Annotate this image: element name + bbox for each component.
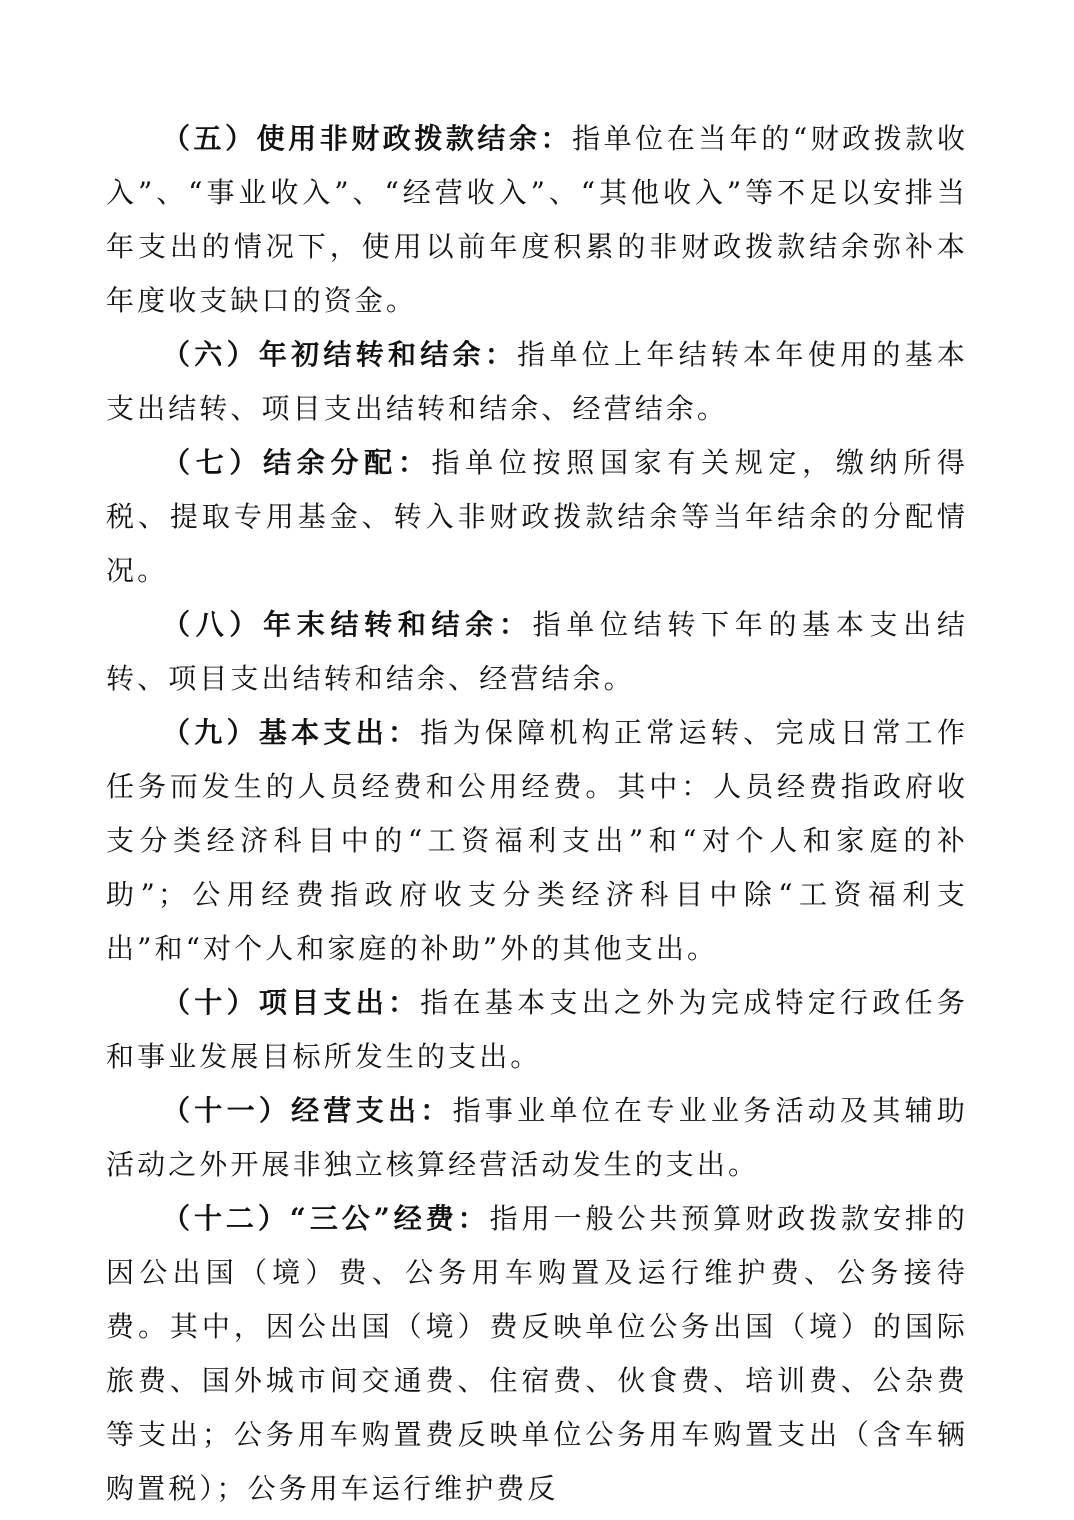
paragraph-item-8 [106, 598, 968, 706]
paragraph-item-9 [106, 706, 968, 976]
term-definition: 指为保障机构正常运转、完成日常工作任务而发生的人员经费和公用经费。其中：人员经费指政府收支分类经济科目中的“工资福利支出”和“对个人和家庭的补助”；公用经费指政府收支分类经济科目中除“工资福利支出”和“对个人和家庭的补助”外的其他支出。 [106, 716, 968, 965]
term-heading: （七）结余分配： [162, 446, 432, 479]
term-heading: （九）基本支出： [162, 716, 421, 749]
term-definition: 指事业单位在专业业务活动及其辅助活动之外开展非独立核算经营活动发生的支出。 [106, 1094, 968, 1181]
paragraph-item-7 [106, 436, 968, 598]
term-definition: 指单位结转下年的基本支出结转、项目支出结转和结余、经营结余。 [106, 608, 968, 695]
term-definition: 指单位按照国家有关规定，缴纳所得税、提取专用基金、转入非财政拨款结余等当年结余的分配情况。 [106, 446, 968, 587]
term-heading: （十一）经营支出： [162, 1094, 453, 1127]
term-heading: （八）年末结转和结余： [162, 608, 533, 641]
paragraph-item-10 [106, 976, 968, 1084]
document-page [106, 112, 968, 1516]
paragraph-item-12 [106, 1192, 968, 1516]
term-definition: 指单位上年结转本年使用的基本支出结转、项目支出结转和结余、经营结余。 [106, 338, 969, 425]
term-definition: 指在基本支出之外为完成特定行政任务和事业发展目标所发生的支出。 [106, 986, 968, 1073]
term-heading: （五）使用非财政拨款结余： [162, 122, 573, 155]
paragraph-item-11 [106, 1084, 968, 1192]
paragraph-item-5 [106, 112, 968, 328]
term-heading: （十）项目支出： [162, 986, 421, 1019]
paragraph-item-6 [106, 328, 968, 436]
term-heading: （六）年初结转和结余： [162, 338, 518, 371]
term-definition: 指单位在当年的“财政拨款收入”、“事业收入”、“经营收入”、“其他收入”等不足以安排当年支出的情况下，使用以前年度积累的非财政拨款结余弥补本年度收支缺口的资金。 [106, 122, 968, 317]
term-heading: （十二）“三公”经费： [162, 1202, 490, 1235]
term-definition: 指用一般公共预算财政拨款安排的因公出国（境）费、公务用车购置及运行维护费、公务接待费。其中，因公出国（境）费反映单位公务出国（境）的国际旅费、国外城市间交通费、住宿费、伙食费、培训费、公杂费等支出；公务用车购置费反映单位公务用车购置支出（含车辆购置税）；公务用车运行维护费反 [106, 1202, 968, 1505]
